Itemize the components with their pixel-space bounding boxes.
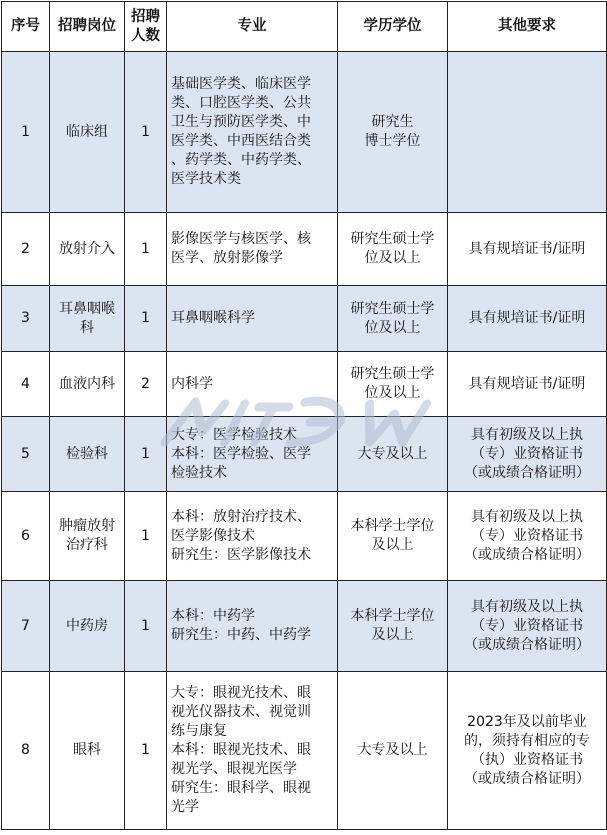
cell-degree: 研究生硕士学 位及以上 bbox=[338, 352, 448, 417]
header-other: 其他要求 bbox=[448, 2, 607, 52]
cell-other: 2023年及以前毕业 的，须持有相应的专 （执）业资格证书 （或成绩合格证明） bbox=[448, 672, 607, 830]
header-major: 专业 bbox=[167, 2, 338, 52]
cell-count: 2 bbox=[125, 352, 167, 417]
cell-count: 1 bbox=[125, 492, 167, 581]
cell-degree: 研究生硕士学 位及以上 bbox=[338, 213, 448, 286]
table-row bbox=[2, 213, 607, 286]
table-row bbox=[2, 417, 607, 492]
cell-other: 具有初级及以上执 （专）业资格证书 （或成绩合格证明） bbox=[448, 581, 607, 672]
table-row bbox=[2, 492, 607, 581]
cell-no: 5 bbox=[2, 417, 50, 492]
cell-no: 2 bbox=[2, 213, 50, 286]
cell-count: 1 bbox=[125, 286, 167, 352]
cell-other: 具有初级及以上执 （专）业资格证书 （或成绩合格证明） bbox=[448, 492, 607, 581]
cell-post: 中药房 bbox=[50, 581, 125, 672]
cell-other: 具有初级及以上执 （专）业资格证书 （或成绩合格证明） bbox=[448, 417, 607, 492]
cell-degree: 研究生硕士学 位及以上 bbox=[338, 286, 448, 352]
cell-major: 内科学 bbox=[167, 352, 338, 417]
cell-other: 具有规培证书/证明 bbox=[448, 286, 607, 352]
table-row bbox=[2, 672, 607, 830]
cell-major: 影像医学与核医学、核 医学、放射影像学 bbox=[167, 213, 338, 286]
cell-major: 基础医学类、临床医学 类、口腔医学类、公共 卫生与预防医学类、中 医学类、中西医结合类 、药学类、中药学类、 医学技术类 bbox=[167, 52, 338, 213]
cell-major: 耳鼻咽喉科学 bbox=[167, 286, 338, 352]
cell-post: 耳鼻咽喉 科 bbox=[50, 286, 125, 352]
cell-degree: 本科学士学位 及以上 bbox=[338, 492, 448, 581]
cell-major: 大专：眼视光技术、眼 视光仪器技术、视觉训 练与康复 本科：眼视光技术、眼 视光学、眼视光医学 研究生：眼科学、眼视 光学 bbox=[167, 672, 338, 830]
cell-count: 1 bbox=[125, 417, 167, 492]
header-count: 招聘 人数 bbox=[125, 2, 167, 52]
cell-other: 具有规培证书/证明 bbox=[448, 213, 607, 286]
table-row bbox=[2, 352, 607, 417]
cell-other bbox=[448, 52, 607, 213]
cell-no: 4 bbox=[2, 352, 50, 417]
cell-degree: 大专及以上 bbox=[338, 672, 448, 830]
cell-post: 血液内科 bbox=[50, 352, 125, 417]
cell-no: 1 bbox=[2, 52, 50, 213]
cell-major: 本科：中药学 研究生：中药、中药学 bbox=[167, 581, 338, 672]
cell-count: 1 bbox=[125, 213, 167, 286]
cell-count: 1 bbox=[125, 52, 167, 213]
cell-degree: 大专及以上 bbox=[338, 417, 448, 492]
cell-degree: 本科学士学位 及以上 bbox=[338, 581, 448, 672]
cell-post: 眼科 bbox=[50, 672, 125, 830]
header-post: 招聘岗位 bbox=[50, 2, 125, 52]
cell-no: 6 bbox=[2, 492, 50, 581]
cell-post: 肿瘤放射 治疗科 bbox=[50, 492, 125, 581]
cell-no: 3 bbox=[2, 286, 50, 352]
header-degree: 学历学位 bbox=[338, 2, 448, 52]
cell-other: 具有规培证书/证明 bbox=[448, 352, 607, 417]
header-row bbox=[2, 2, 607, 52]
table-row bbox=[2, 52, 607, 213]
cell-count: 1 bbox=[125, 581, 167, 672]
cell-no: 7 bbox=[2, 581, 50, 672]
cell-major: 本科：放射治疗技术、 医学影像技术 研究生：医学影像技术 bbox=[167, 492, 338, 581]
table-row bbox=[2, 286, 607, 352]
cell-degree: 研究生 博士学位 bbox=[338, 52, 448, 213]
cell-post: 检验科 bbox=[50, 417, 125, 492]
cell-no: 8 bbox=[2, 672, 50, 830]
recruitment-table bbox=[1, 1, 607, 830]
table-row bbox=[2, 581, 607, 672]
header-no: 序号 bbox=[2, 2, 50, 52]
cell-post: 临床组 bbox=[50, 52, 125, 213]
cell-major: 大专：医学检验技术 本科：医学检验、医学 检验技术 bbox=[167, 417, 338, 492]
cell-post: 放射介入 bbox=[50, 213, 125, 286]
cell-count: 1 bbox=[125, 672, 167, 830]
